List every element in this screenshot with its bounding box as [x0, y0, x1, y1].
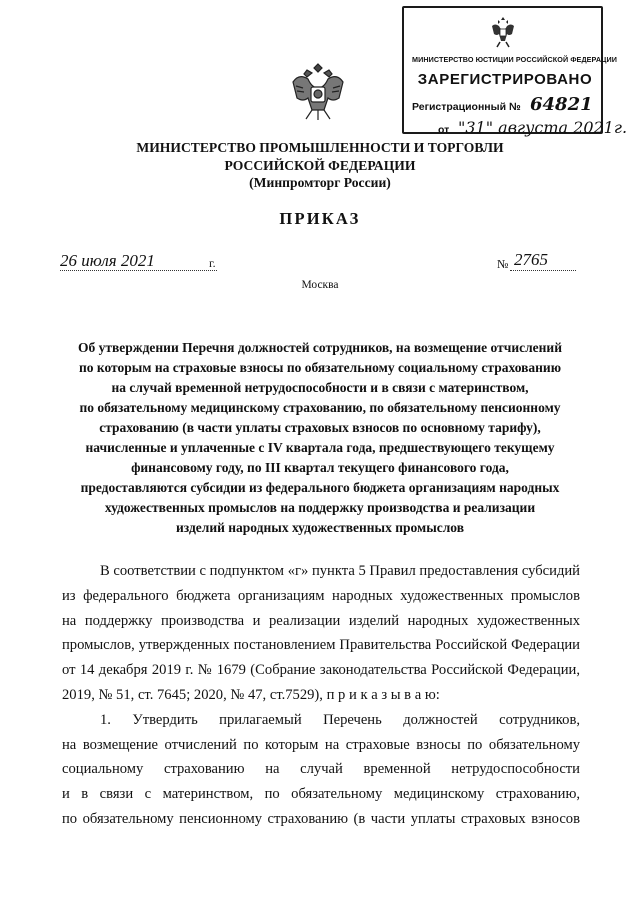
- city: Москва: [301, 279, 339, 291]
- order-title: ПРИКАЗ: [279, 209, 361, 228]
- body-line: 2019, № 51, ст. 7645; 2020, № 47, ст.7529), п р и к а з ы в а ю:: [62, 686, 440, 703]
- registration-stamp: [402, 6, 628, 137]
- body-line: на поддержку производства и реализации изделий народных художественных: [62, 612, 580, 629]
- order-subject: [60, 338, 580, 538]
- stamp-date-value: "31" августа 2021г.: [458, 118, 628, 137]
- subject-line: на случай временной нетрудоспособности и в связи с материнством,: [111, 380, 529, 395]
- subject-line: изделий народных художественных промыслов: [175, 520, 464, 535]
- order-date-handwritten: 26 июля 2021: [60, 251, 155, 270]
- date-underline: [60, 270, 217, 271]
- body-line: на возмещение отчислений по которым на страховые взносы по обязательному: [62, 736, 580, 753]
- number-underline: [510, 270, 576, 271]
- stamp-eagle-icon: [489, 14, 517, 50]
- subject-line: по которым на страховые взносы по обязательному социальному страхованию: [78, 360, 562, 375]
- order-date-suffix: г.: [209, 256, 216, 270]
- ministry-header: [120, 139, 520, 192]
- order-number-prefix: №: [497, 257, 509, 271]
- stamp-regno-value: 64821: [530, 94, 593, 115]
- stamp-regno-label: Регистрационный №: [412, 101, 521, 113]
- subject-line: финансовому году, по III квартал текущего финансового года,: [131, 460, 509, 475]
- stamp-title: ЗАРЕГИСТРИРОВАНО: [417, 71, 593, 88]
- subject-line: Об утверждении Перечня должностей сотрудников, на возмещение отчислений: [77, 340, 562, 355]
- coat-of-arms-icon: [287, 60, 349, 124]
- ministry-line-2: РОССИЙСКОЙ ФЕДЕРАЦИИ: [224, 157, 416, 173]
- ministry-line-1: МИНИСТЕРСТВО ПРОМЫШЛЕННОСТИ И ТОРГОВЛИ: [136, 140, 504, 155]
- stamp-ministry: МИНИСТЕРСТВО ЮСТИЦИИ РОССИЙСКОЙ ФЕДЕРАЦИИ: [412, 55, 617, 64]
- body-line: промыслов, утвержденных постановлением Правительства Российской Федерации: [62, 637, 580, 654]
- order-number-handwritten: 2765: [514, 250, 548, 269]
- stamp-date-prefix: от: [438, 124, 450, 136]
- body-line: из федерального бюджета организациям народных художественных промыслов: [62, 587, 580, 604]
- subject-line: страхованию (в части уплаты страховых взносов по основному тарифу),: [99, 420, 541, 435]
- body-line: от 14 декабря 2019 г. № 1679 (Собрание законодательства Российской Федерации,: [62, 662, 580, 679]
- body-line: В соответствии с подпунктом «г» пункта 5 Правил предоставления субсидий: [100, 563, 580, 579]
- subject-line: по обязательному медицинскому страхованию, по обязательному пенсионному: [79, 400, 561, 415]
- order-body: [62, 559, 580, 832]
- subject-line: предоставляются субсидии из федерального бюджета организациям народных: [80, 480, 560, 495]
- body-line: 1. Утвердить прилагаемый Перечень должностей сотрудников,: [100, 711, 580, 728]
- subject-line: художественных промыслов на поддержку производства и реализации: [104, 500, 536, 515]
- body-line: по обязательному пенсионному страхованию (в части уплаты страховых взносов: [62, 810, 580, 827]
- subject-line: начисленные и уплаченные с IV квартала года, предшествующего текущему: [85, 440, 555, 455]
- body-line: и в связи с материнством, по обязательному медицинскому страхованию,: [62, 786, 580, 803]
- ministry-line-3: (Минпромторг России): [249, 175, 391, 190]
- body-line: социальному страхованию на случай временной нетрудоспособности: [62, 761, 580, 778]
